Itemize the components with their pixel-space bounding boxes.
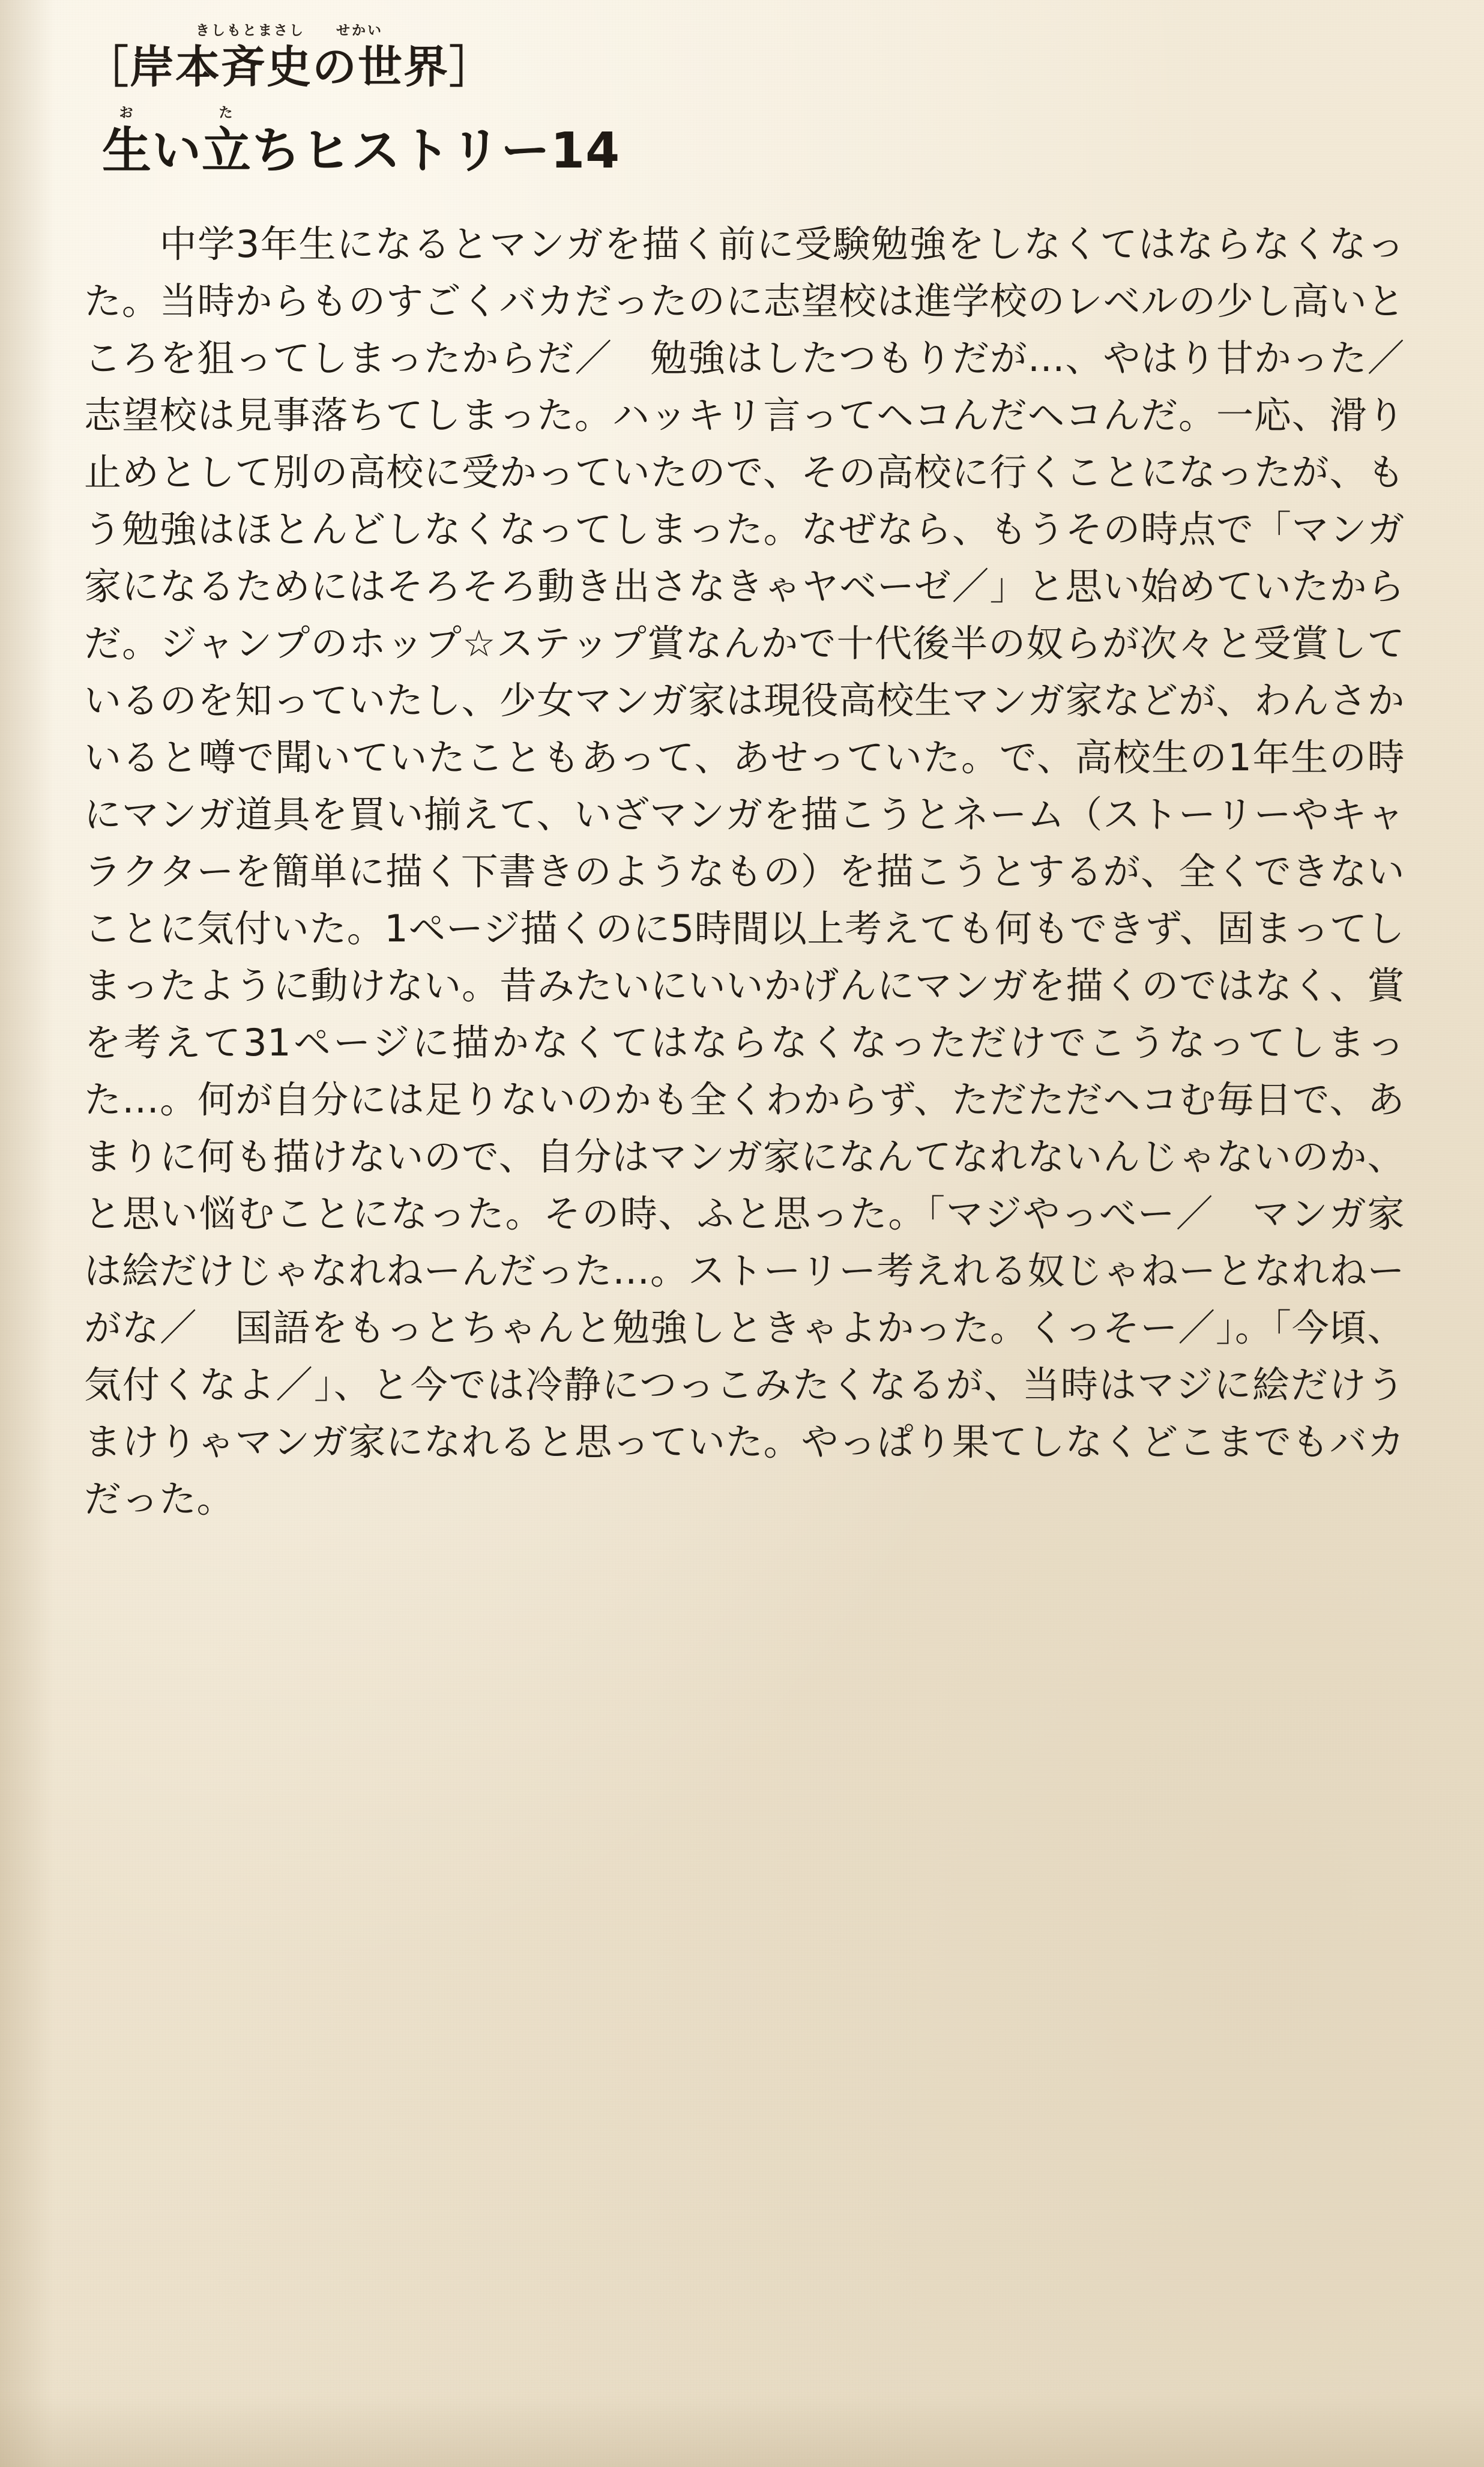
page-content: [84, 23, 1443, 1527]
article-body: [84, 216, 1443, 1527]
series-title-ruby: きしもとまさし せかい: [196, 23, 383, 38]
article-title-ruby-3: た: [219, 105, 235, 121]
series-title-text-with-ruby: [130, 23, 449, 93]
article-title-base-2: い: [152, 122, 202, 180]
page-edge-shadow-left: [0, 0, 54, 2467]
article-title-ruby-group-1: [102, 105, 152, 180]
article-title-ruby-group-3: [202, 105, 252, 180]
page-title: [102, 105, 1405, 180]
series-title: [84, 23, 1405, 93]
article-title-ruby-1: お: [119, 105, 135, 121]
bracket-open: ［: [84, 41, 130, 93]
series-title-base: 岸本斉史の世界: [130, 41, 449, 93]
article-title-base-5: ヒストリー14: [301, 122, 621, 180]
body-paragraph: 中学3年生になるとマンガを描く前に受験勉強をしなくてはならなくなった。当時からものすごくバカだったのに志望校は進学校のレベルの少し高いところを狙ってしまったからだ／ 勉強はしたつもりだが…、やはり甘かった／ 志望校は見事落ちてしまった。ハッキリ言ってヘコんだヘコんだ。一応、滑り止めとして別の高校に受かっていたので、その高校に行くことになったが、もう勉強はほとんどしなくなってしまった。なぜなら、もうその時点で「マンガ家になるためにはそろそろ動き出さなきゃヤベーゼ／」と思い始めていたからだ。ジャンプのホップ☆ステップ賞なんかで十代後半の奴らが次々と受賞しているのを知っていたし、少女マンガ家は現役高校生マンガ家などが、わんさかいると噂で聞いていたこともあって、あせっていた。で、高校生の1年生の時にマンガ道具を買い揃えて、いざマンガを描こうとネーム（ストーリーやキャラクターを簡単に描く下書きのようなもの）を描こうとするが、全くできないことに気付いた。1ページ描くのに5時間以上考えても何もできず、固まってしまったように動けない。昔みたいにいいかげんにマンガを描くのではなく、賞を考えて31ページに描かなくてはならなくなっただけでこうなってしまった…。何が自分には足りないのかも全くわからず、ただただヘコむ毎日で、あまりに何も描けないので、自分はマンガ家になんてなれないんじゃないのか、と思い悩むことになった。その時、ふと思った。「マジやっべー／ マンガ家は絵だけじゃなれねーんだった…。ストーリー考えれる奴じゃねーとなれねーがな／ 国語をもっとちゃんと勉強しときゃよかった。くっそー／」。「今頃、気付くなよ／」、と今では冷静につっこみたくなるが、当時はマジに絵だけうまけりゃマンガ家になれると思っていた。やっぱり果てしなくどこまでもバカだった。: [84, 222, 1443, 1521]
article-title-base-3: 立: [202, 122, 252, 180]
article-title-base-1: 生: [102, 122, 152, 180]
page-edge-shadow-bottom: [0, 2395, 1484, 2467]
bracket-close: ］: [449, 41, 495, 93]
article-title-base-4: ち: [252, 122, 302, 180]
